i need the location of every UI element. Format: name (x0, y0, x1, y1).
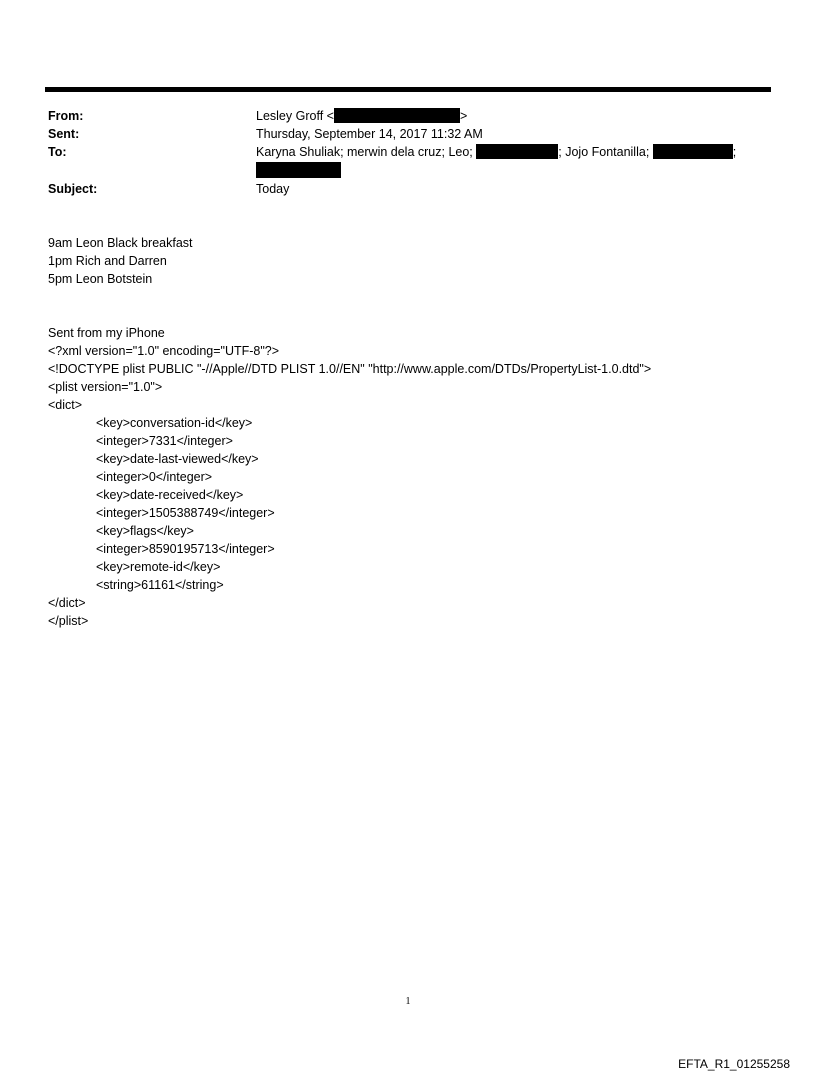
subject-label: Subject: (48, 182, 98, 196)
redaction-box (256, 162, 341, 178)
xml-declaration: <?xml version="1.0" encoding="UTF-8"?> (48, 344, 280, 358)
redaction-box (334, 108, 460, 123)
plist-entry: <key>remote-id</key> (96, 560, 221, 574)
subject-value: Today (256, 182, 290, 196)
schedule-item: 1pm Rich and Darren (48, 254, 167, 268)
to-value-line2 (256, 162, 341, 179)
plist-entry: <integer>1505388749</integer> (96, 506, 275, 520)
plist-entry: <integer>0</integer> (96, 470, 213, 484)
page-number: 1 (405, 996, 411, 1007)
sent-from-signature: Sent from my iPhone (48, 326, 165, 340)
plist-block (48, 324, 651, 630)
redaction-box (653, 144, 733, 159)
plist-entry: <key>conversation-id</key> (96, 416, 253, 430)
to-value (256, 144, 736, 160)
redaction-box (476, 144, 558, 159)
header-divider (45, 87, 771, 92)
plist-entry: <integer>8590195713</integer> (96, 542, 275, 556)
schedule-list (48, 234, 193, 288)
plist-entry: <key>date-received</key> (96, 488, 244, 502)
to-recipients-3: ; (732, 145, 737, 159)
plist-entry: <string>61161</string> (96, 578, 224, 592)
bates-number: EFTA_R1_01255258 (678, 1057, 790, 1071)
to-recipients-1: Karyna Shuliak; merwin dela cruz; Leo; (256, 145, 473, 159)
from-name: Lesley Groff < (256, 109, 334, 123)
from-label: From: (48, 109, 84, 123)
plist-close-tag: </plist> (48, 614, 89, 628)
to-recipients-2: ; Jojo Fontanilla; (558, 145, 650, 159)
schedule-item: 9am Leon Black breakfast (48, 236, 193, 250)
sent-value: Thursday, September 14, 2017 11:32 AM (256, 127, 483, 141)
doctype-line: <!DOCTYPE plist PUBLIC "-//Apple//DTD PLIST 1.0//EN" "http://www.apple.com/DTDs/PropertyList-1.0.dtd"> (48, 362, 652, 376)
schedule-item: 5pm Leon Botstein (48, 272, 153, 286)
plist-open-tag: <plist version="1.0"> (48, 380, 163, 394)
plist-entry: <key>date-last-viewed</key> (96, 452, 259, 466)
from-value (256, 108, 467, 124)
to-label: To: (48, 145, 67, 159)
from-suffix: > (459, 109, 468, 123)
plist-entry: <integer>7331</integer> (96, 434, 233, 448)
plist-entry: <key>flags</key> (96, 524, 194, 538)
dict-close-tag: </dict> (48, 596, 86, 610)
sent-label: Sent: (48, 127, 80, 141)
dict-open-tag: <dict> (48, 398, 83, 412)
